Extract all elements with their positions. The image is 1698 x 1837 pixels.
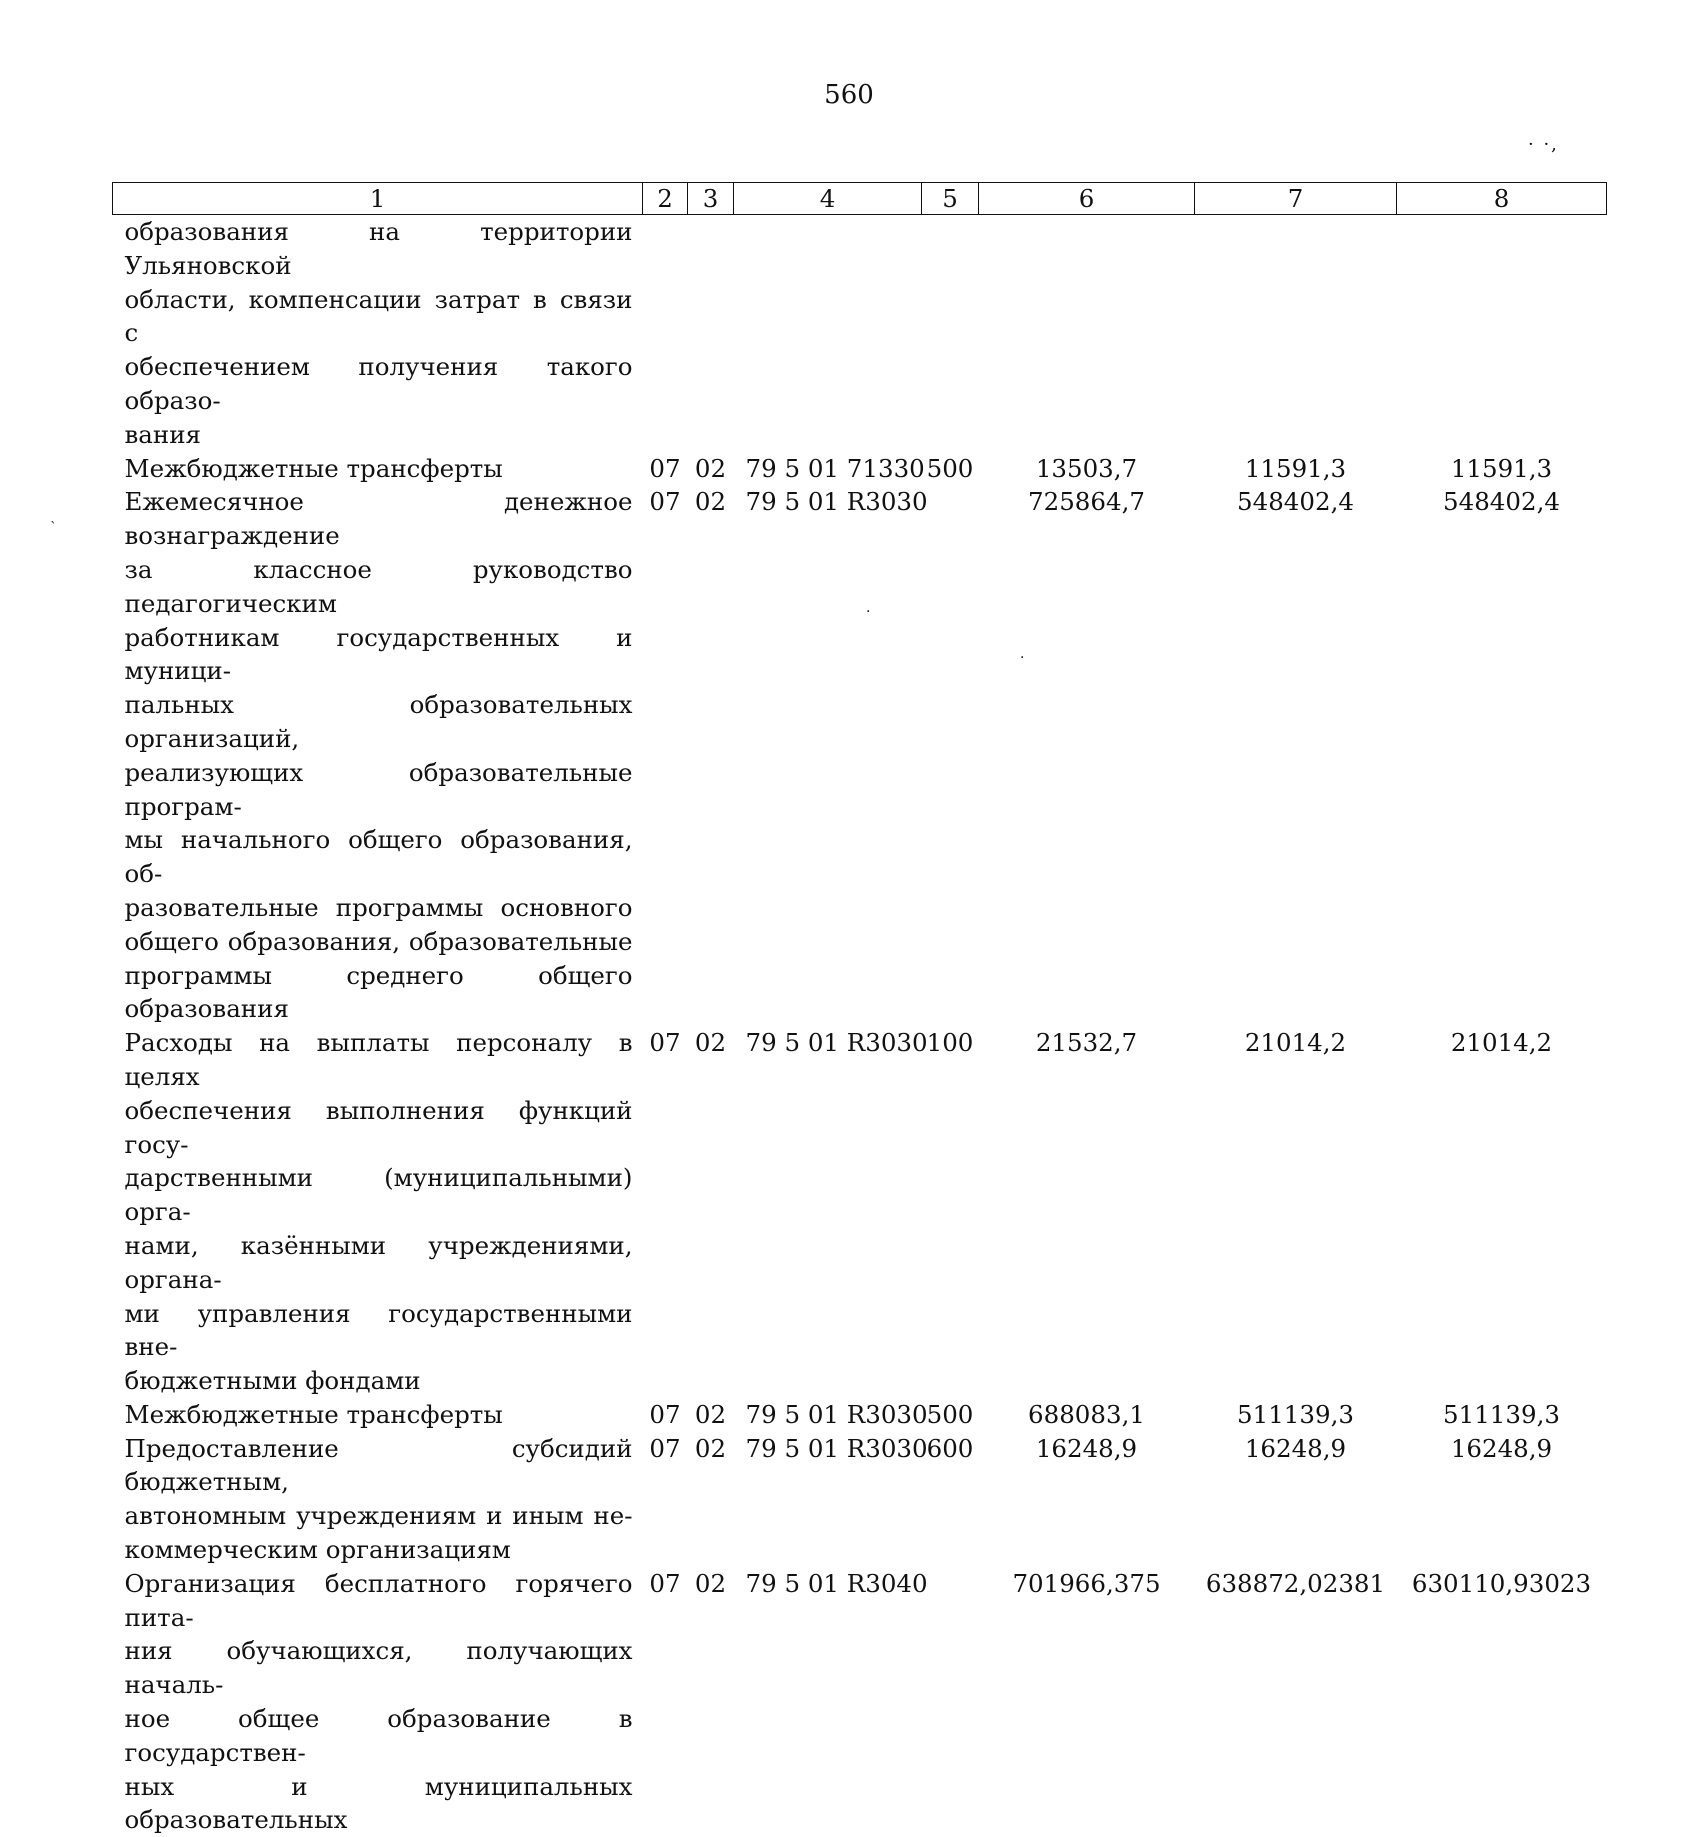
cell-amount-3: 511139,3 [1397, 1398, 1607, 1432]
cell-target-article: 79 5 01 71330 [734, 452, 922, 486]
col-header-expense-type: 5 [922, 183, 979, 215]
stray-mark: · [1020, 650, 1024, 666]
cell-amount-2 [1195, 215, 1397, 452]
description-line: Организация бесплатного горячего пита- [125, 1567, 633, 1635]
table-row [113, 1398, 1607, 1432]
description-line: ное общее образование в государствен- [125, 1702, 633, 1770]
description-line: обеспечения выполнения функций госу- [125, 1094, 633, 1162]
description-line: области, компенсации затрат в связи с [125, 283, 633, 351]
cell-expense-type [922, 215, 979, 452]
cell-subsection: 02 [688, 452, 734, 486]
cell-amount-3: 16248,9 [1397, 1432, 1607, 1567]
col-header-description: 1 [113, 183, 643, 215]
cell-amount-3: 630110,93023 [1397, 1567, 1607, 1837]
cell-amount-1: 701966,375 [979, 1567, 1195, 1837]
cell-subsection: 02 [688, 1026, 734, 1398]
cell-amount-1: 16248,9 [979, 1432, 1195, 1567]
description-line: вания [125, 418, 633, 452]
cell-description [113, 1398, 643, 1432]
description-line: Межбюджетные трансферты [125, 1398, 633, 1432]
description-line: общего образования, образовательные [125, 925, 633, 959]
cell-expense-type: 500 [922, 1398, 979, 1432]
cell-amount-1: 13503,7 [979, 452, 1195, 486]
cell-amount-1: 21532,7 [979, 1026, 1195, 1398]
description-line: коммерческим организациям [125, 1533, 633, 1567]
cell-target-article: 79 5 01 R3030 [734, 1398, 922, 1432]
cell-amount-1: 688083,1 [979, 1398, 1195, 1432]
cell-amount-1: 725864,7 [979, 485, 1195, 1026]
description-line: за классное руководство педагогическим [125, 553, 633, 621]
description-line: Ежемесячное денежное вознаграждение [125, 485, 633, 553]
description-line: бюджетными фондами [125, 1364, 633, 1398]
cell-amount-3: 21014,2 [1397, 1026, 1607, 1398]
cell-target-article [734, 215, 922, 452]
table-row [113, 1026, 1607, 1398]
cell-description [113, 485, 643, 1026]
description-line: работникам государственных и муници- [125, 621, 633, 689]
cell-amount-1 [979, 215, 1195, 452]
cell-expense-type: 600 [922, 1432, 979, 1567]
cell-amount-2: 511139,3 [1195, 1398, 1397, 1432]
description-line: пальных образовательных организаций, [125, 688, 633, 756]
table-row [113, 1567, 1607, 1837]
col-header-subsection: 3 [688, 183, 734, 215]
description-line: реализующих образовательные програм- [125, 756, 633, 824]
cell-subsection: 02 [688, 1432, 734, 1567]
table-row [113, 485, 1607, 1026]
description-line: образования на территории Ульяновской [125, 215, 633, 283]
description-line: программы среднего общего образования [125, 959, 633, 1027]
description-line: разовательные программы основного [125, 891, 633, 925]
corner-mark: · ·, [1528, 134, 1559, 155]
cell-amount-2: 638872,02381 [1195, 1567, 1397, 1837]
col-header-amount-3: 8 [1397, 183, 1607, 215]
cell-amount-3: 11591,3 [1397, 452, 1607, 486]
cell-description [113, 1026, 643, 1398]
cell-target-article: 79 5 01 R3040 [734, 1567, 922, 1837]
cell-target-article: 79 5 01 R3030 [734, 1026, 922, 1398]
page-number: 560 [0, 80, 1698, 110]
cell-amount-2: 21014,2 [1195, 1026, 1397, 1398]
stray-mark: ` [50, 520, 57, 536]
cell-expense-type [922, 1567, 979, 1837]
cell-section: 07 [643, 1567, 688, 1837]
table-row [113, 1432, 1607, 1567]
header-row [113, 183, 1607, 215]
cell-target-article: 79 5 01 R3030 [734, 1432, 922, 1567]
description-line: ных и муниципальных образовательных [125, 1770, 633, 1837]
stray-mark: · [866, 604, 870, 620]
cell-description [113, 215, 643, 452]
table-row [113, 452, 1607, 486]
table-row [113, 215, 1607, 452]
budget-table [112, 182, 1607, 1837]
cell-amount-3 [1397, 215, 1607, 452]
description-line: Межбюджетные трансферты [125, 452, 633, 486]
description-line: автономным учреждениям и иным не- [125, 1499, 633, 1533]
cell-subsection [688, 215, 734, 452]
description-line: ния обучающихся, получающих началь- [125, 1634, 633, 1702]
cell-section: 07 [643, 1026, 688, 1398]
cell-section [643, 215, 688, 452]
cell-expense-type: 100 [922, 1026, 979, 1398]
description-line: обеспечением получения такого образо- [125, 350, 633, 418]
cell-description [113, 452, 643, 486]
col-header-section: 2 [643, 183, 688, 215]
cell-description [113, 1567, 643, 1837]
col-header-amount-2: 7 [1195, 183, 1397, 215]
description-line: ми управления государственными вне- [125, 1297, 633, 1365]
cell-amount-3: 548402,4 [1397, 485, 1607, 1026]
cell-section: 07 [643, 452, 688, 486]
description-line: мы начального общего образования, об- [125, 823, 633, 891]
col-header-target-article: 4 [734, 183, 922, 215]
cell-subsection: 02 [688, 1567, 734, 1837]
cell-target-article: 79 5 01 R3030 [734, 485, 922, 1026]
cell-section: 07 [643, 485, 688, 1026]
description-line: Предоставление субсидий бюджетным, [125, 1432, 633, 1500]
cell-amount-2: 548402,4 [1195, 485, 1397, 1026]
cell-expense-type [922, 485, 979, 1026]
table-body [113, 215, 1607, 1837]
col-header-amount-1: 6 [979, 183, 1195, 215]
cell-section: 07 [643, 1432, 688, 1567]
cell-amount-2: 16248,9 [1195, 1432, 1397, 1567]
description-line: Расходы на выплаты персоналу в целях [125, 1026, 633, 1094]
description-line: нами, казёнными учреждениями, органа- [125, 1229, 633, 1297]
cell-section: 07 [643, 1398, 688, 1432]
cell-subsection: 02 [688, 1398, 734, 1432]
description-line: дарственными (муниципальными) орга- [125, 1161, 633, 1229]
cell-subsection: 02 [688, 485, 734, 1026]
cell-expense-type: 500 [922, 452, 979, 486]
cell-amount-2: 11591,3 [1195, 452, 1397, 486]
cell-description [113, 1432, 643, 1567]
